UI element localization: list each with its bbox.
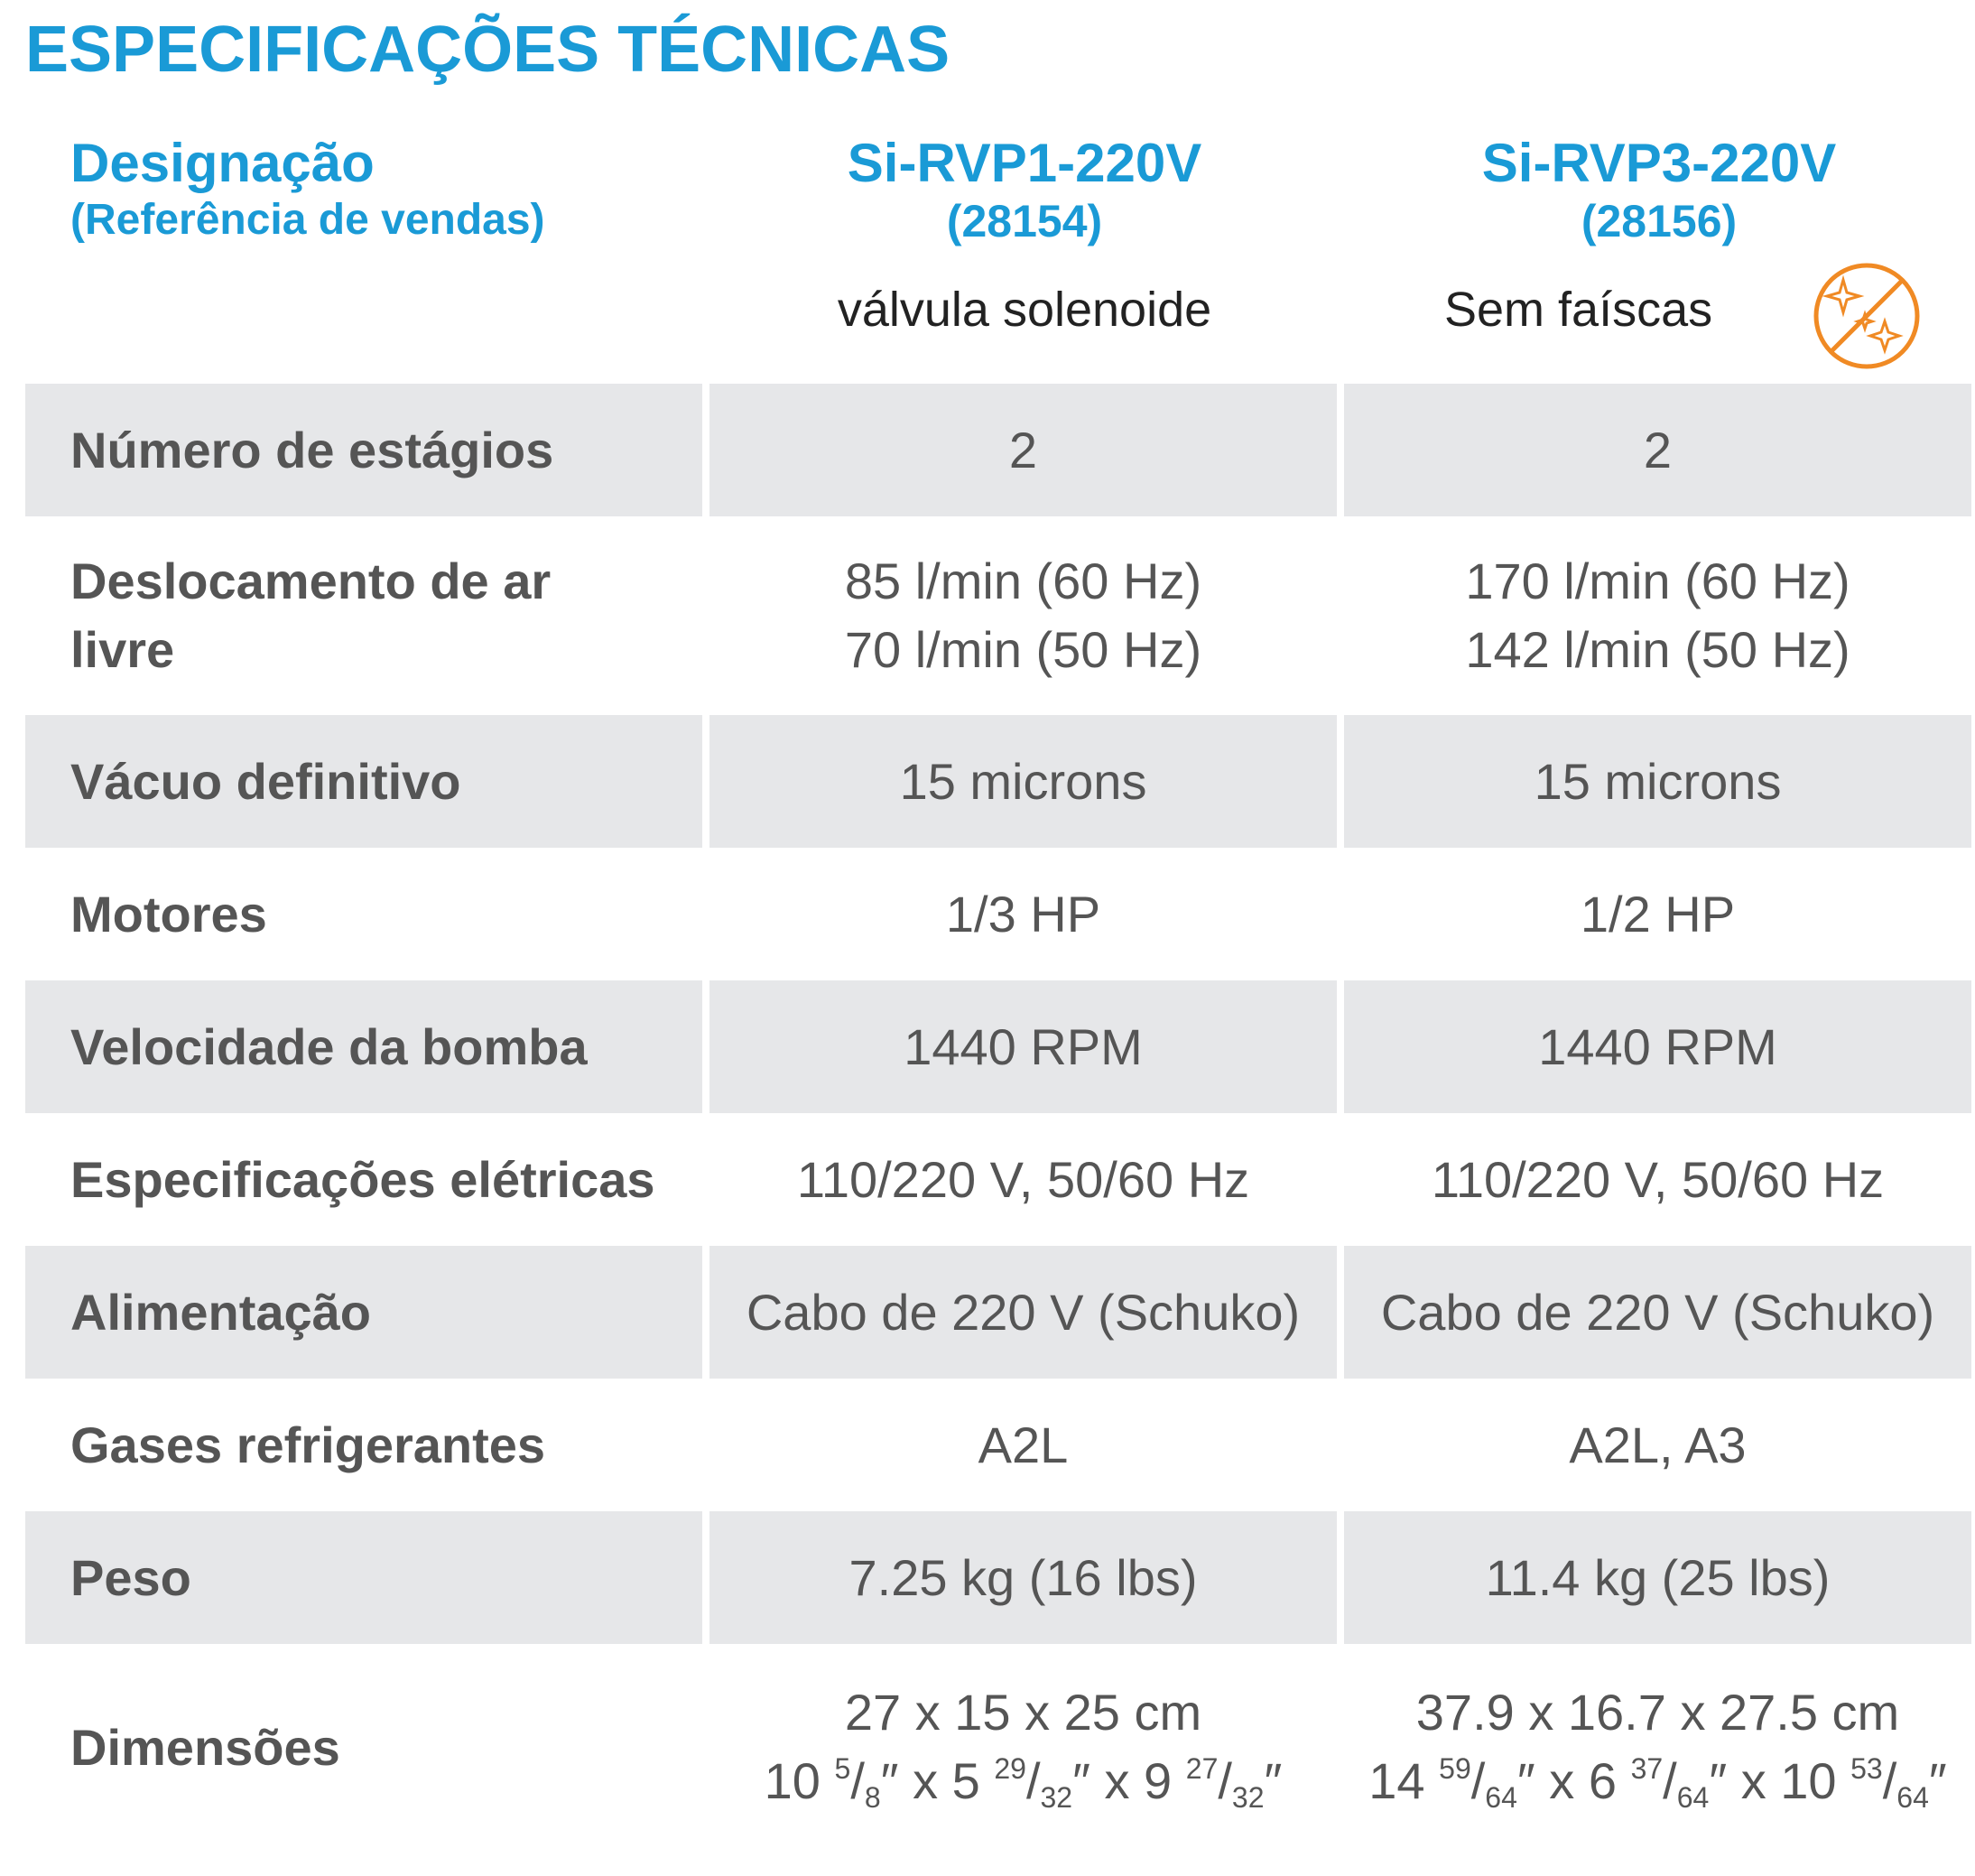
row-value-1: 110/220 V, 50/60 Hz xyxy=(796,1151,1250,1208)
value-line-50hz: 70 l/min (50 Hz) xyxy=(844,621,1202,678)
row-label-line2: livre xyxy=(70,621,175,678)
dimensions-metric: 27 x 15 x 25 cm xyxy=(844,1684,1202,1741)
designation-label-line2: (Referência de vendas) xyxy=(70,196,545,244)
table-row xyxy=(25,1379,1975,1511)
model-name-2: Si-RVP3-220V xyxy=(1481,133,1837,193)
row-value-1: 15 microns xyxy=(709,715,1337,848)
row-value-1: 2 xyxy=(709,384,1337,516)
model-ref-2: (28156) xyxy=(1581,196,1738,246)
model-feature-2: Sem faíscas xyxy=(1444,283,1713,337)
model-feature-1: válvula solenoide xyxy=(837,283,1212,337)
dimensions-imperial: 10 $^5/_8''$ x 5 $^{29}/_{32}''$ x 9 $^{27}/_{32}''$ xyxy=(764,1752,1283,1814)
no-sparks-icon xyxy=(1811,260,1923,372)
row-label: Número de estágios xyxy=(25,384,702,516)
row-value-1 xyxy=(709,516,1337,715)
row-value-1: Cabo de 220 V (Schuko) xyxy=(709,1246,1337,1379)
designation-label-line1: Designação xyxy=(70,133,375,193)
page-title: ESPECIFICAÇÕES TÉCNICAS xyxy=(25,14,950,86)
table-row xyxy=(25,715,1975,848)
row-value-2: A2L, A3 xyxy=(1569,1416,1747,1473)
table-row xyxy=(25,1246,1975,1379)
dimensions-imperial: 14 $^{59}/_{64}''$ x 6 $^{37}/_{64}''$ x 10 $^{53}/_{64}''$ xyxy=(1368,1752,1947,1814)
row-value-2: 11.4 kg (25 lbs) xyxy=(1344,1511,1971,1644)
row-value-2: 2 xyxy=(1344,384,1971,516)
spec-table xyxy=(25,384,1975,1850)
row-label: Dimensões xyxy=(70,1718,340,1776)
row-label: Velocidade da bomba xyxy=(25,980,702,1113)
row-value-2: 1/2 HP xyxy=(1580,886,1736,943)
table-row xyxy=(25,1511,1975,1644)
row-label: Alimentação xyxy=(25,1246,702,1379)
row-label xyxy=(25,516,702,715)
row-value-1 xyxy=(709,1644,1337,1850)
table-row xyxy=(25,516,1975,715)
row-value-1: 1/3 HP xyxy=(945,886,1101,943)
row-label: Motores xyxy=(70,886,267,943)
row-label: Especificações elétricas xyxy=(70,1151,655,1208)
row-value-1: 1440 RPM xyxy=(709,980,1337,1113)
model-header-2 xyxy=(1343,134,1975,249)
row-value-2: 15 microns xyxy=(1344,715,1971,848)
table-row xyxy=(25,980,1975,1113)
designation-label xyxy=(70,134,545,247)
row-value-1: A2L xyxy=(978,1416,1069,1473)
table-row xyxy=(25,1644,1975,1850)
value-line-50hz: 142 l/min (50 Hz) xyxy=(1465,621,1850,678)
row-label-line1: Deslocamento de ar xyxy=(70,553,552,609)
row-value-2 xyxy=(1344,516,1971,715)
table-row xyxy=(25,384,1975,516)
dimensions-metric: 37.9 x 16.7 x 27.5 cm xyxy=(1415,1684,1900,1741)
value-line-60hz: 170 l/min (60 Hz) xyxy=(1465,553,1850,609)
row-value-2 xyxy=(1344,1644,1971,1850)
model-name-1: Si-RVP1-220V xyxy=(847,133,1202,193)
model-ref-1: (28154) xyxy=(946,196,1103,246)
row-value-2: Cabo de 220 V (Schuko) xyxy=(1344,1246,1971,1379)
row-value-1: 7.25 kg (16 lbs) xyxy=(709,1511,1337,1644)
row-label: Vácuo definitivo xyxy=(25,715,702,848)
row-value-2: 1440 RPM xyxy=(1344,980,1971,1113)
table-row xyxy=(25,1113,1975,1246)
row-label: Gases refrigerantes xyxy=(70,1416,546,1473)
table-row xyxy=(25,848,1975,980)
model-header-1 xyxy=(709,134,1340,249)
row-label: Peso xyxy=(25,1511,702,1644)
row-value-2: 110/220 V, 50/60 Hz xyxy=(1431,1151,1885,1208)
value-line-60hz: 85 l/min (60 Hz) xyxy=(844,553,1202,609)
